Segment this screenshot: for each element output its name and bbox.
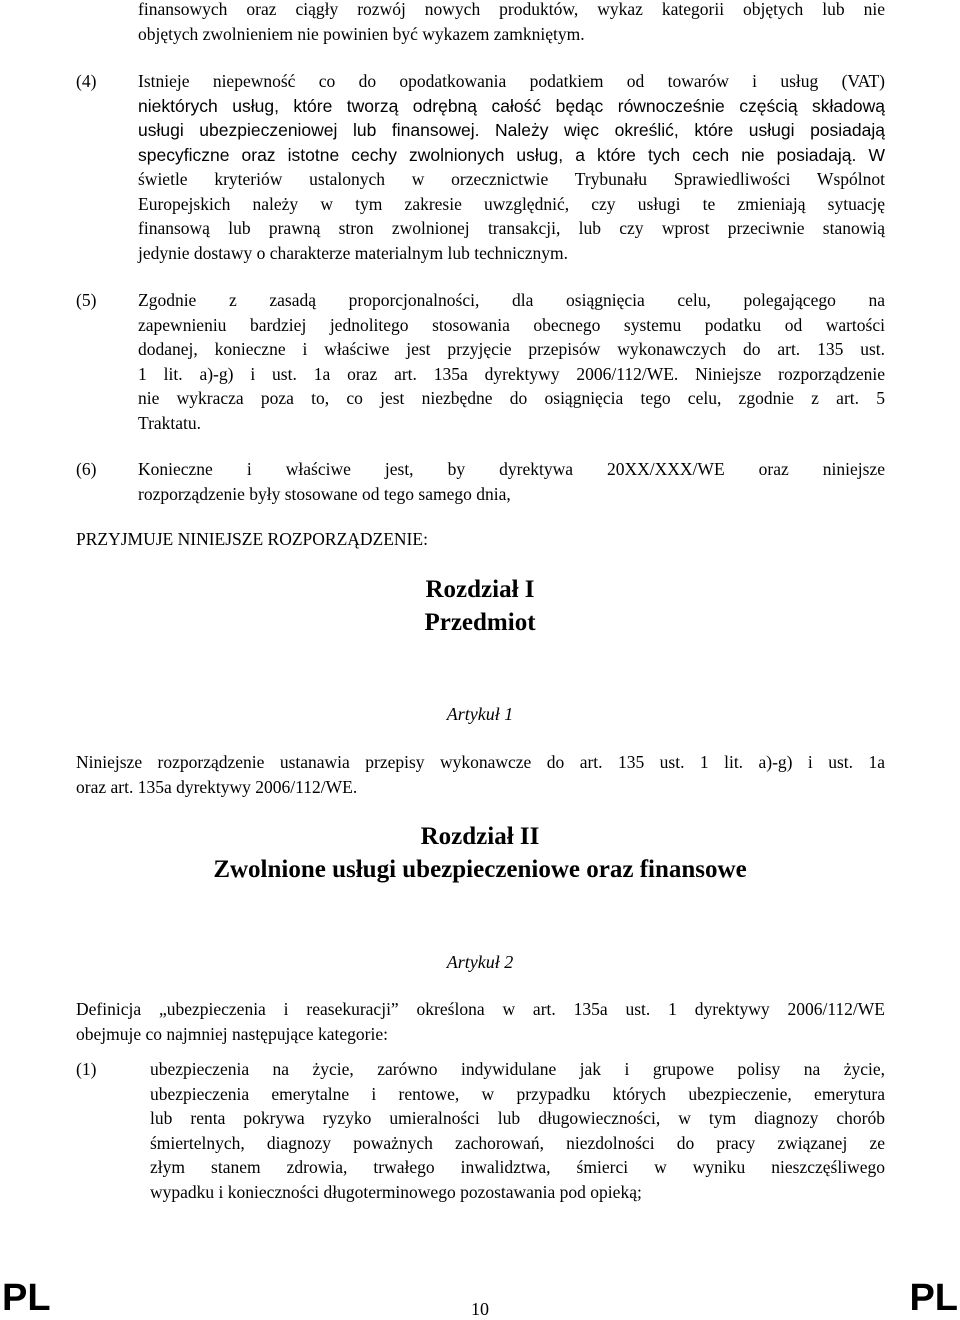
chapter-2-subtitle: Zwolnione usługi ubezpieczeniowe oraz finansowe bbox=[213, 856, 747, 883]
recital-line: dodanej, konieczne i właściwe jest przyjęcie przepisów wykonawczych do art. 135 ust. bbox=[138, 339, 885, 359]
article-2-title: Artykuł 2 bbox=[446, 952, 514, 972]
recital-line: rozporządzenie były stosowane od tego samego dnia, bbox=[138, 483, 511, 504]
article-line: Definicja „ubezpieczenia i reasekuracji” określona w art. 135a ust. 1 dyrektywy 2006/112/WE bbox=[76, 999, 885, 1019]
recital-line: Europejskich należy w tym zakresie uwzględnić, czy usługi te zmieniają sytuację bbox=[138, 193, 885, 214]
recital-number: (5) bbox=[76, 290, 97, 310]
recital-text bbox=[138, 288, 885, 435]
continuation-line: finansowych oraz ciągły rozwój nowych produktów, wykaz kategorii objętych lub nie bbox=[138, 0, 885, 19]
chapter-2-title: Rozdział II bbox=[420, 823, 540, 850]
list-item-line: śmiertelnych, diagnozy poważnych zachorowań, niezdolności do pracy związanej ze bbox=[150, 1132, 885, 1153]
recital-line: Traktatu. bbox=[138, 412, 202, 433]
recital-number: (4) bbox=[76, 71, 97, 91]
recital-line: nie wykracza poza to, co jest niezbędne do osiągnięcia tego celu, zgodnie z art. 5 bbox=[138, 388, 885, 408]
list-item-line: ubezpieczenia emerytalne i rentowe, w przypadku których ubezpieczenie, emerytura bbox=[150, 1083, 885, 1104]
recital-line: niektórych usług, które tworzą odrębną całość będąc równocześnie częścią składową bbox=[138, 95, 885, 116]
list-item-line: ubezpieczenia na życie, zarówno indywidulane jak i grupowe polisy na życie, bbox=[150, 1059, 885, 1079]
recital-line: świetle kryteriów ustalonych w orzecznictwie Trybunału Sprawiedliwości Wspólnot bbox=[138, 169, 885, 189]
list-item-line: złym stanem zdrowia, trwałego inwalidztwa, śmierci w wyniku nieszczęśliwego bbox=[150, 1157, 885, 1177]
article-line: obejmuje co najmniej następujące kategorie: bbox=[76, 1023, 388, 1044]
article-1-body bbox=[76, 750, 885, 799]
chapter-1-subtitle: Przedmiot bbox=[424, 609, 536, 636]
recital-line: zapewnieniu bardziej jednolitego stosowania obecnego systemu podatku od wartości bbox=[138, 314, 885, 335]
enacting-formula: PRZYJMUJE NINIEJSZE ROZPORZĄDZENIE: bbox=[76, 529, 428, 549]
article-2-body bbox=[76, 997, 885, 1046]
footer-language-right: PL bbox=[909, 1277, 958, 1319]
recital-text bbox=[138, 69, 885, 265]
list-item-text bbox=[150, 1057, 885, 1204]
recital-line: usługi ubezpieczeniowej lub finansowej. Należy więc określić, które usługi posiadają bbox=[138, 120, 885, 140]
recital-line: Konieczne i właściwe jest, by dyrektywa 20XX/XXX/WE oraz niniejsze bbox=[138, 459, 885, 479]
chapter-1-title: Rozdział I bbox=[425, 576, 535, 603]
recital-line: finansową lub prawną stron zwolnionej transakcji, lub czy wprost przeciwnie stanowią bbox=[138, 218, 885, 238]
article-line: Niniejsze rozporządzenie ustanawia przepisy wykonawcze do art. 135 ust. 1 lit. a)-g) i ust. 1a bbox=[76, 752, 885, 772]
recital-text bbox=[138, 457, 885, 506]
list-item-line: wypadku i konieczności długoterminowego pozostawania pod opieką; bbox=[150, 1181, 642, 1202]
recital-line: Zgodnie z zasadą proporcjonalności, dla osiągnięcia celu, polegającego na bbox=[138, 290, 885, 310]
recital-number: (6) bbox=[76, 459, 97, 479]
recital-line: Istnieje niepewność co do opodatkowania podatkiem od towarów i usług (VAT) bbox=[138, 71, 885, 91]
recital-line: jedynie dostawy o charakterze materialnym lub technicznym. bbox=[138, 242, 569, 263]
recital-line: 1 lit. a)-g) i ust. 1a oraz art. 135a dyrektywy 2006/112/WE. Niniejsze rozporządzenie bbox=[138, 363, 885, 384]
recital-line: specyficzne oraz istotne cechy zwolnionych usług, a które tych cech nie posiadają. W bbox=[138, 144, 885, 165]
footer-language-left: PL bbox=[2, 1277, 51, 1319]
list-item-line: lub renta pokrywa ryzyko umieralności lub długowieczności, w tym diagnozy chorób bbox=[150, 1108, 885, 1128]
list-item-number: (1) bbox=[76, 1059, 97, 1079]
footer-page-number: 10 bbox=[471, 1299, 489, 1319]
continuation-line: objętych zwolnieniem nie powinien być wykazem zamkniętym. bbox=[138, 23, 585, 44]
continuation-paragraph bbox=[138, 0, 885, 46]
article-1-title: Artykuł 1 bbox=[446, 704, 514, 724]
article-line: oraz art. 135a dyrektywy 2006/112/WE. bbox=[76, 776, 358, 797]
